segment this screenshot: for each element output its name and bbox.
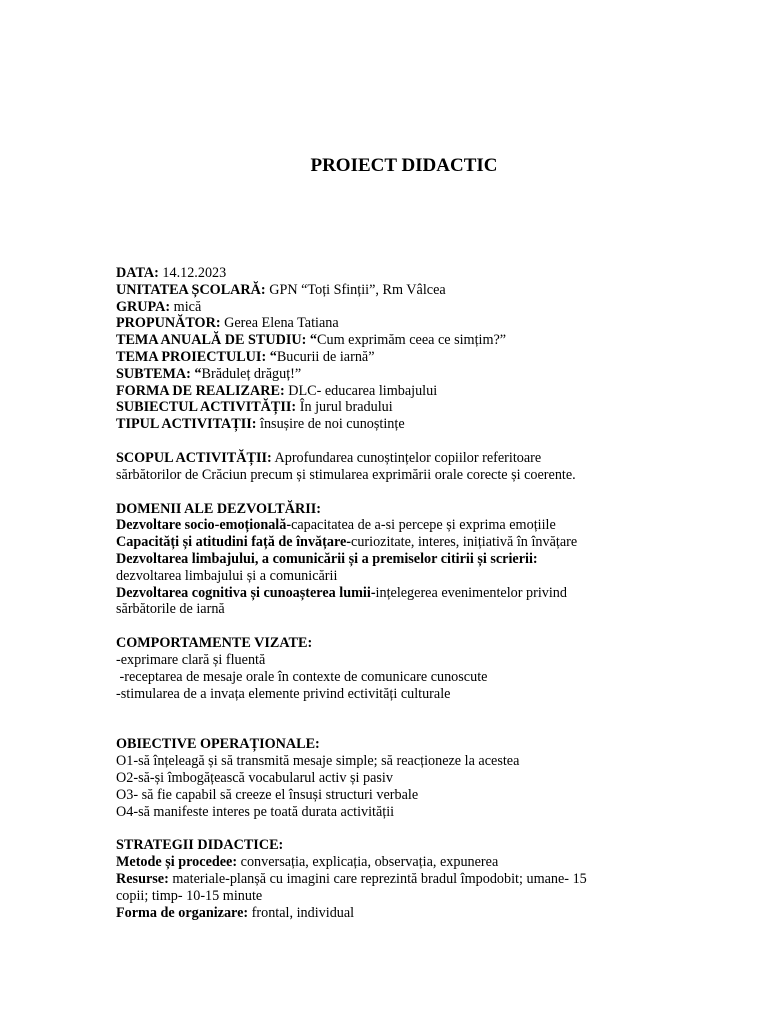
domenii-section [116,501,646,619]
list-item: -exprimare clară și fluentă [116,651,266,668]
domeniu-limbaj-label: Dezvoltarea limbajului, a comunicării și a premiselor citirii și scrierii: [116,550,538,567]
field-tipul: TIPUL ACTIVITAȚII: însușire de noi cunoștințe [116,416,405,433]
resurse-line-cont: copii; timp- 10-15 minute [116,887,263,904]
list-item: O4-să manifeste interes pe toată durata activității [116,803,395,820]
scop-line-1: SCOPUL ACTIVITĂȚII: Aprofundarea cunoștințelor copiilor referitoare [116,449,542,466]
scop-line-2: sărbătorilor de Crăciun precum și stimularea exprimării orale corecte și coerente. [116,466,576,483]
domeniu-capacitati: Capacități și atitudini față de învățare-curiozitate, interes, inițiativă în învățare [116,534,578,551]
domeniu-cognitiv: Dezvoltarea cognitiva și cunoașterea lumii-ințelegerea evenimentelor privind [116,584,567,601]
field-propunator: PROPUNĂTOR: Gerea Elena Tatiana [116,315,339,332]
field-forma-realizare: FORMA DE REALIZARE: DLC- educarea limbajului [116,382,438,399]
header-fields [116,265,646,433]
field-tema-proiectului: TEMA PROIECTULUI: “Bucurii de iarnă” [116,348,375,365]
obiective-heading: OBIECTIVE OPERAȚIONALE: [116,736,320,753]
domeniu-limbaj-text: dezvoltarea limbajului și a comunicării [116,567,338,584]
page-title: PROIECT DIDACTIC [310,155,498,176]
list-item: -receptarea de mesaje orale în contexte de comunicare cunoscute [116,668,488,685]
list-item: O1-să înțeleagă și să transmită mesaje simple; să reacționeze la acestea [116,753,520,770]
scop-section [116,450,646,484]
forma-organizare-line: Forma de organizare: frontal, individual [116,904,355,921]
comportamente-section [116,635,646,702]
domeniu-cognitiv-cont: sărbătorile de iarnă [116,601,225,618]
strategii-heading: STRATEGII DIDACTICE: [116,837,284,854]
domeniu-socio-emotional: Dezvoltare socio-emoțională-capacitatea de a-si percepe și exprima emoțiile [116,517,556,534]
metode-line: Metode și procedee: conversația, explicația, observația, expunerea [116,854,499,871]
field-data: DATA: 14.12.2023 [116,265,227,281]
comportamente-heading: COMPORTAMENTE VIZATE: [116,635,313,652]
list-item: -stimularea de a invața elemente privind ectivități culturale [116,685,451,702]
list-item: O2-să-și îmbogățească vocabularul activ și pasiv [116,769,393,786]
field-unitatea: UNITATEA ȘCOLARĂ: GPN “Toți Sfinții”, Rm Vâlcea [116,281,446,298]
document-body [116,265,646,921]
list-item: O3- să fie capabil să creeze el însuși structuri verbale [116,786,419,803]
field-subtema: SUBTEMA: “Brăduleț drăguț!” [116,365,302,382]
strategii-section [116,837,646,921]
resurse-line: Resurse: materiale-planșă cu imagini care reprezintă bradul împodobit; umane- 15 [116,870,587,887]
domenii-heading: DOMENII ALE DEZVOLTĂRII: [116,500,321,517]
field-subiectul: SUBIECTUL ACTIVITĂȚII: În jurul bradului [116,399,393,416]
obiective-section [116,736,646,820]
field-grupa: GRUPA: mică [116,298,202,315]
field-tema-anuala: TEMA ANUALĂ DE STUDIU: “Cum exprimăm ceea ce simțim?” [116,332,507,349]
